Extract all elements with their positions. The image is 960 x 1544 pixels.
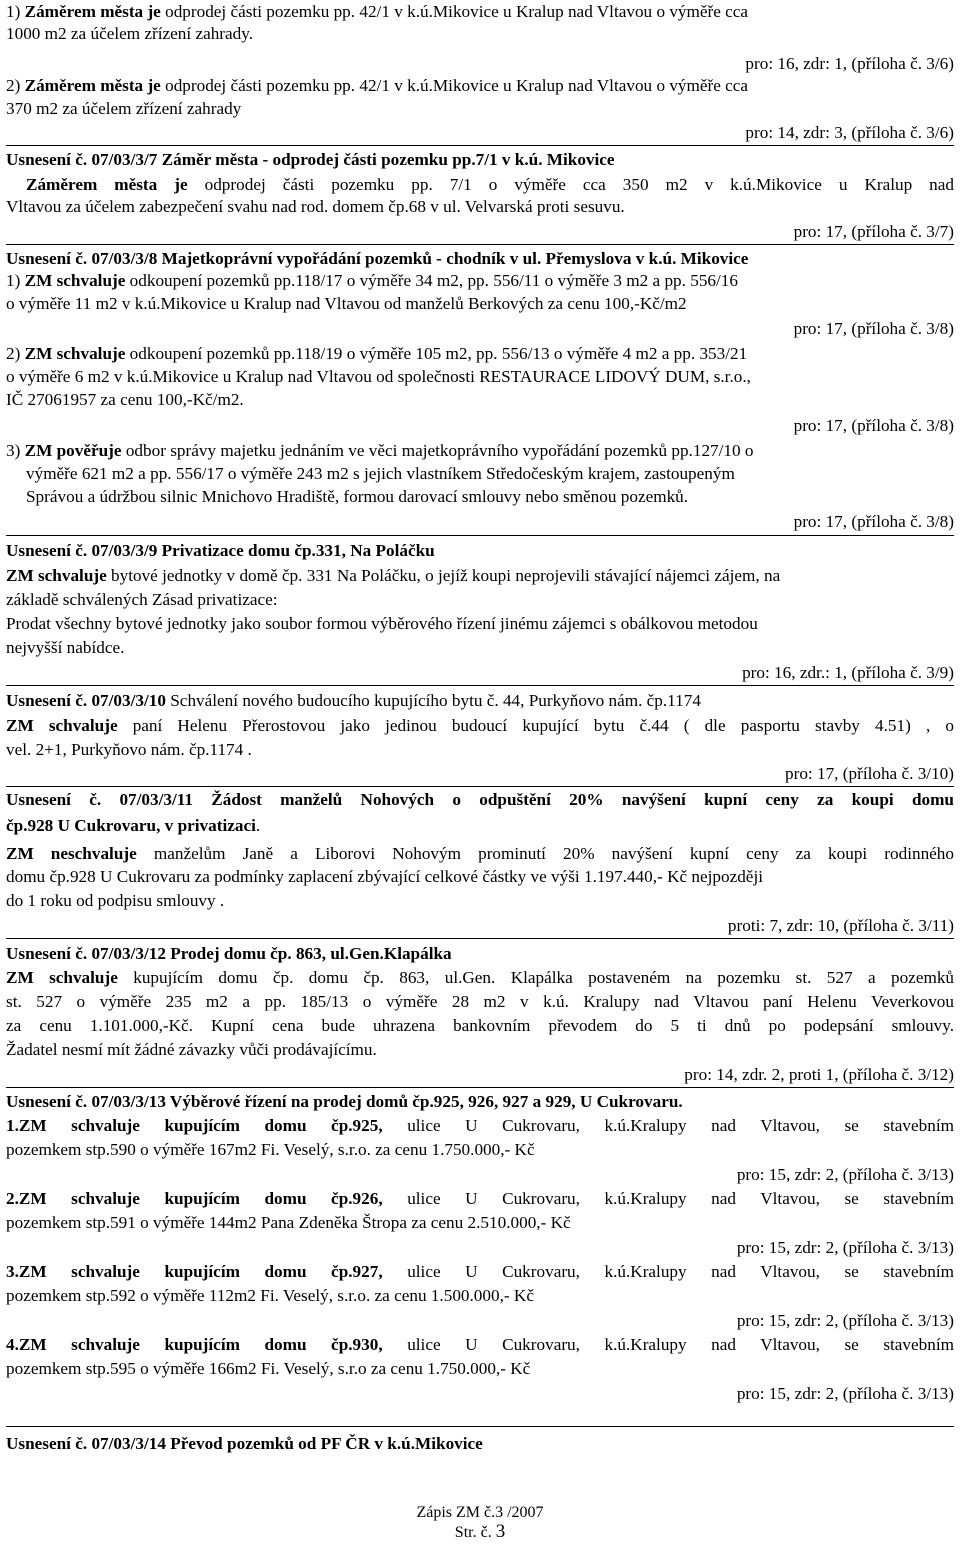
text-segment: 370 m2 za účelem zřízení zahrady [6,99,242,118]
section-divider [6,145,954,146]
vote-result [6,1164,954,1186]
text-segment: domu čp.928 U Cukrovaru za podmínky zaplacení zbývající celkové částky ve výši 1.197.440,- Kč nejpozději [6,867,763,886]
bold-text: Usnesení č. 07/03/3/7 Záměr města - odprodej části pozemku pp.7/1 v k.ú. Mikovice [6,150,615,169]
bold-text: ZM neschvaluje [6,844,137,863]
text-segment: Prodat všechny bytové jednotky jako soubor formou výběrového řízení jinému zájemci s obálkovou metodou [6,614,758,633]
text-segment: Schválení nového budoucího kupujícího bytu č. 44, Purkyňovo nám. čp.1174 [165,691,701,710]
text-segment: odkoupení pozemků pp.118/17 o výměře 34 m2, pp. 556/11 o výměře 3 m2 a pp. 556/16 [125,271,738,290]
text-segment: 3) [6,441,25,460]
text-segment: 2) [6,76,25,95]
text-line [6,1039,954,1061]
bold-text: Usnesení č. 07/03/3/14 Převod pozemků od PF ČR v k.ú.Mikovice [6,1434,483,1453]
text-line [6,843,954,865]
text-segment: výměře 621 m2 a pp. 556/17 o výměře 243 m2 s jejich vlastníkem Středočeským krajem, zastoupeným [26,464,735,483]
text-line [6,366,954,388]
text-line [6,565,954,587]
vote-result [6,122,954,144]
text-line [6,1334,954,1356]
text-segment: pro: 14, zdr. 2, proti 1, (příloha č. 3/12) [684,1065,954,1084]
page-number [0,1521,960,1543]
text-segment: Vltavou za účelem zabezpečení svahu nad rod. domem čp.68 v ul. Velvarská proti sesuvu. [6,197,625,216]
text-segment: odprodej části pozemku pp. 42/1 v k.ú.Mikovice u Kralup nad Vltavou o výměře cca [160,2,749,21]
bold-text: Záměrem města je [24,76,161,95]
text-line [26,486,954,508]
resolution-heading [6,540,954,562]
bold-text: ZM schvaluje [6,968,118,987]
vote-result [6,1064,954,1086]
text-line [6,589,954,611]
text-segment: pro: 15, zdr: 2, (příloha č. 3/13) [736,1165,954,1184]
text-segment: nejvyšší nabídce. [6,638,125,657]
text-line [6,1285,954,1307]
text-segment: do 1 roku od podpisu smlouvy . [6,891,225,910]
text-segment: ulice U Cukrovaru, k.ú.Kralupy nad Vltavou, se stavebním [382,1335,954,1354]
text-segment: pro: 17, (příloha č. 3/8) [793,416,954,435]
text-segment: 1) [6,271,25,290]
resolution-heading [6,690,954,712]
page-number-prefix: Str. č. [454,1524,496,1541]
text-segment: o výměře 6 m2 v k.ú.Mikovice u Kralup nad Vltavou od společnosti RESTAURACE LIDOVÝ DUM, s.r.o., [6,367,751,386]
text-segment: pro: 17, (příloha č. 3/8) [793,319,954,338]
bold-text: ZM pověřuje [24,441,122,460]
text-segment: ulice U Cukrovaru, k.ú.Kralupy nad Vltavou, se stavebním [382,1262,954,1281]
text-segment: pro: 14, zdr: 3, (příloha č. 3/6) [745,123,954,142]
bold-text: Usnesení č. 07/03/3/12 Prodej domu čp. 863, ul.Gen.Klapálka [6,944,452,963]
text-line [6,967,954,989]
vote-result [6,915,954,937]
text-line [6,1261,954,1283]
page-footer-title: Zápis ZM č.3 /2007 [416,1504,544,1521]
text-line [6,890,954,912]
text-line [6,440,954,462]
text-segment: pozemkem stp.591 o výměře 144m2 Pana Zdeněka Štropa za cenu 2.510.000,- Kč [6,1213,571,1232]
text-segment: Správou a údržbou silnic Mnichovo Hradiště, formou darovací smlouvy nebo směnou pozemků. [26,487,689,506]
text-line [26,463,954,485]
text-segment: pro: 15, zdr: 2, (příloha č. 3/13) [736,1384,954,1403]
vote-result [6,511,954,533]
bold-text: Záměrem města je [24,2,161,21]
vote-result [6,318,954,340]
text-segment: pro: 15, zdr: 2, (příloha č. 3/13) [736,1238,954,1257]
text-segment: vel. 2+1, Purkyňovo nám. čp.1174 . [6,740,252,759]
text-segment: ulice U Cukrovaru, k.ú.Kralupy nad Vltavou, se stavebním [382,1116,954,1135]
text-segment: pro: 16, zdr.: 1, (příloha č. 3/9) [742,663,954,682]
bold-text: 1.ZM schvaluje kupujícím domu čp.925, [6,1116,383,1135]
vote-result [6,662,954,684]
bold-text: ZM schvaluje [6,566,107,585]
text-segment: pro: 17, (příloha č. 3/10) [785,764,954,783]
resolution-heading [6,943,954,965]
text-segment: Žadatel nesmí mít žádné závazky vůči prodávajícímu. [6,1040,377,1059]
text-segment: pozemkem stp.590 o výměře 167m2 Fi. Veselý, s.r.o. za cenu 1.750.000,- Kč [6,1140,535,1159]
text-line [6,293,954,315]
text-line [6,1139,954,1161]
vote-result [6,53,954,75]
bold-text: 4.ZM schvaluje kupujícím domu čp.930, [6,1335,383,1354]
vote-result [6,1383,954,1405]
text-segment: odbor správy majetku jednáním ve věci majetkoprávního vypořádání pozemků pp.127/10 o [121,441,754,460]
text-line [6,389,954,411]
text-segment: pro: 16, zdr: 1, (příloha č. 3/6) [745,54,954,73]
text-line [6,991,954,1013]
bold-text: 3.ZM schvaluje kupujícím domu čp.927, [6,1262,383,1281]
section-divider [6,535,954,536]
text-segment: st. 527 o výměře 235 m2 a pp. 185/13 o výměře 28 m2 v k.ú. Kralupy nad Vltavou paní Helenu Veverkovou [6,992,954,1011]
vote-result [6,1237,954,1259]
text-segment: kupujícím domu čp. domu čp. 863, ul.Gen. Klapálka postaveném na pozemku st. 527 a pozemků [117,968,955,987]
bold-text: čp.928 U Cukrovaru, v privatizaci [6,816,256,835]
text-line [6,1212,954,1234]
bold-text: ZM schvaluje [24,344,126,363]
text-line [6,270,954,292]
text-line [6,75,954,97]
text-line [26,174,954,196]
text-segment: pozemkem stp.592 o výměře 112m2 Fi. Veselý, s.r.o. za cenu 1.500.000,- Kč [6,1286,534,1305]
text-segment: bytové jednotky v domě čp. 331 Na Poláčku, o jejíž koupi neprojevili stávající nájemci zájem, na [106,566,781,585]
text-line [6,1,954,23]
section-divider [6,685,954,686]
bold-text: Záměrem města je [26,175,188,194]
resolution-heading [6,248,954,270]
text-line [6,1115,954,1137]
bold-text: Usnesení č. 07/03/3/9 Privatizace domu čp.331, Na Poláčku [6,541,435,560]
text-line [6,23,954,45]
text-segment: základě schválených Zásad privatizace: [6,590,278,609]
text-line [6,866,954,888]
text-segment: pozemkem stp.595 o výměře 166m2 Fi. Veselý, s.r.o za cenu 1.750.000,- Kč [6,1359,531,1378]
text-segment: odprodej části pozemku pp. 42/1 v k.ú.Mikovice u Kralup nad Vltavou o výměře cca [160,76,749,95]
section-divider [6,786,954,787]
text-segment: ulice U Cukrovaru, k.ú.Kralupy nad Vltavou, se stavebním [382,1189,954,1208]
vote-result [6,415,954,437]
bold-text: Usnesení č. 07/03/3/8 Majetkoprávní vypořádání pozemků - chodník v ul. Přemyslova v k.ú. Mikovice [6,249,749,268]
text-line [6,196,954,218]
text-segment: odprodej části pozemku pp. 7/1 o výměře cca 350 m2 v k.ú.Mikovice u Kralup nad [187,175,955,194]
resolution-heading [6,1091,954,1113]
vote-result [6,1310,954,1332]
text-segment: odkoupení pozemků pp.118/19 o výměře 105 m2, pp. 556/13 o výměře 4 m2 a pp. 353/21 [125,344,748,363]
vote-result [6,221,954,243]
text-segment: 1000 m2 za účelem zřízení zahrady. [6,24,254,43]
resolution-heading [6,789,954,811]
bold-text: ZM schvaluje [24,271,126,290]
section-divider [6,938,954,939]
resolution-heading [6,149,954,171]
section-divider [6,244,954,245]
section-divider [6,1426,954,1427]
text-segment: pro: 17, (příloha č. 3/7) [793,222,954,241]
text-line [6,1358,954,1380]
vote-result [6,763,954,785]
text-segment: za cenu 1.101.000,-Kč. Kupní cena bude uhrazena bankovním převodem do 5 ti dnů po podepsání smlouvy. [6,1016,954,1035]
text-line [6,343,954,365]
text-line [6,613,954,635]
text-line [6,815,954,837]
bold-text: Usnesení č. 07/03/3/13 Výběrové řízení na prodej domů čp.925, 926, 927 a 929, U Cukrovaru. [6,1092,683,1111]
text-segment: 1) [6,2,25,21]
bold-text: 2.ZM schvaluje kupujícím domu čp.926, [6,1189,383,1208]
bold-text: ZM schvaluje [6,716,118,735]
text-line [6,739,954,761]
page-number-value: 3 [495,1521,506,1542]
text-line [6,715,954,737]
text-line [6,98,954,120]
text-segment: . [255,816,261,835]
text-line [6,1015,954,1037]
text-line [6,637,954,659]
text-segment: 2) [6,344,25,363]
text-segment: IČ 27061957 za cenu 100,-Kč/m2. [6,390,244,409]
text-segment: manželům Janě a Liborovi Nohovým prominutí 20% navýšení kupní ceny za koupi rodinného [136,844,954,863]
text-segment: pro: 17, (příloha č. 3/8) [793,512,954,531]
resolution-heading [6,1433,954,1455]
text-segment: o výměře 11 m2 v k.ú.Mikovice u Kralup nad Vltavou od manželů Berkových za cenu 100,-Kč/m2 [6,294,687,313]
text-line [6,1188,954,1210]
bold-text: Usnesení č. 07/03/3/10 [6,691,166,710]
text-segment: paní Helenu Přerostovou jako jedinou budoucí kupující bytu č.44 ( dle pasportu stavby 4.51) , o [117,716,954,735]
text-segment: proti: 7, zdr: 10, (příloha č. 3/11) [727,916,954,935]
section-divider [6,1087,954,1088]
text-segment: pro: 15, zdr: 2, (příloha č. 3/13) [736,1311,954,1330]
bold-text: Usnesení č. 07/03/3/11 Žádost manželů Nohových o odpuštění 20% navýšení kupní ceny za koupi domu [6,790,954,809]
